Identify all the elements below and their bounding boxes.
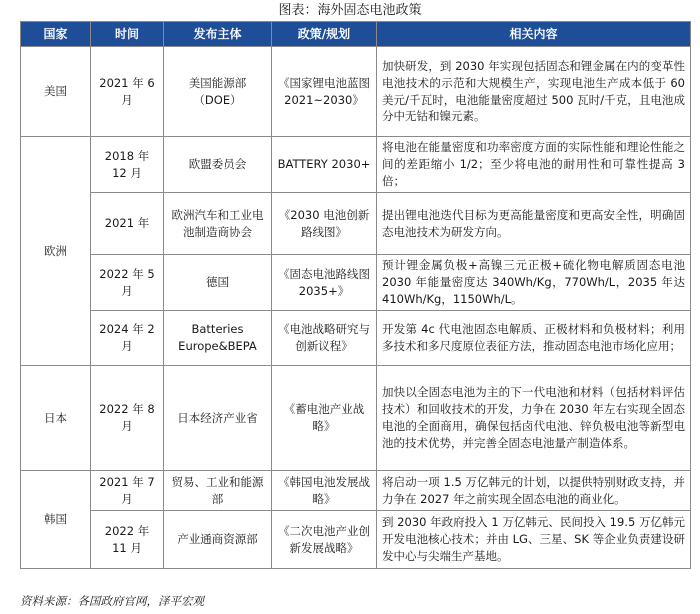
policy-cell: 《电池战略研究与创新议程》 <box>272 311 377 366</box>
issuer-cell: Batteries Europe&BEPA <box>164 311 272 366</box>
table-row <box>21 311 691 366</box>
issuer-cell: 贸易、工业和能源部 <box>164 471 272 511</box>
country-cell: 美国 <box>21 47 91 137</box>
table-row <box>21 471 691 511</box>
issuer-cell: 产业通商资源部 <box>164 511 272 569</box>
time-cell: 2024 年 2 月 <box>91 311 164 366</box>
content-cell: 预计锂金属负极+高镍三元正极+硫化物电解质固态电池 2030 年能量密度达 340Wh/Kg，770Wh/L，2035 年达 410Wh/Kg，1150Wh/L。 <box>377 255 691 311</box>
issuer-cell: 欧盟委员会 <box>164 137 272 193</box>
time-cell: 2021 年 <box>91 193 164 255</box>
time-cell: 2021 年 6 月 <box>91 47 164 137</box>
header-body: 发布主体 <box>164 22 272 47</box>
policy-cell: 《2030 电池创新路线图》 <box>272 193 377 255</box>
time-cell: 2022 年 8 月 <box>91 366 164 471</box>
content-cell: 将电池在能量密度和功率密度方面的实际性能和理论性能之间的差距缩小 1/2；至少将电池的耐用性和可靠性提高 3 倍； <box>377 137 691 193</box>
table-row <box>21 137 691 193</box>
content-cell: 将启动一项 1.5 万亿韩元的计划，以提供特别财政支持，并力争在 2027 年之前实现全固态电池的商业化。 <box>377 471 691 511</box>
content-cell: 加快以全固态电池为主的下一代电池和材料（包括材料评估技术）和回收技术的开发，力争在 2030 年左右实现全固态电池的全面商用，确保包括卤代电池、锌负极电池等新型电池的技术优势，并完善全固态电池量产制造体系。 <box>377 366 691 471</box>
content-cell: 到 2030 年政府投入 1 万亿韩元、民间投入 19.5 万亿韩元开发电池核心技术；并由 LG、三星、SK 等企业负责建设研发中心与尖端生产基地。 <box>377 511 691 569</box>
policy-cell: 《二次电池产业创新发展战略》 <box>272 511 377 569</box>
policy-cell: 《固态电池路线图 2035+》 <box>272 255 377 311</box>
header-time: 时间 <box>91 22 164 47</box>
issuer-cell: 美国能源部（DOE） <box>164 47 272 137</box>
header-content: 相关内容 <box>377 22 691 47</box>
content-cell: 开发第 4c 代电池固态电解质、正极材料和负极材料；利用多技术和多尺度原位表征方法，推动固态电池市场化应用； <box>377 311 691 366</box>
header-policy: 政策/规划 <box>272 22 377 47</box>
country-cell: 欧洲 <box>21 137 91 366</box>
time-cell: 2022 年 11 月 <box>91 511 164 569</box>
header-row <box>21 22 691 47</box>
policy-cell: 《韩国电池发展战略》 <box>272 471 377 511</box>
table-row <box>21 366 691 471</box>
country-cell: 日本 <box>21 366 91 471</box>
table-row <box>21 193 691 255</box>
issuer-cell: 欧洲汽车和工业电池制造商协会 <box>164 193 272 255</box>
policy-cell: 《国家锂电池蓝图 2021~2030》 <box>272 47 377 137</box>
source-note: 资料来源：各国政府官网，泽平宏观 <box>20 594 204 608</box>
policy-cell: 《蓄电池产业战略》 <box>272 366 377 471</box>
content-cell: 提出锂电池迭代目标为更高能量密度和更高安全性，明确固态电池技术为研发方向。 <box>377 193 691 255</box>
table-row <box>21 511 691 569</box>
table-row <box>21 47 691 137</box>
policy-cell: BATTERY 2030+ <box>272 137 377 193</box>
time-cell: 2022 年 5 月 <box>91 255 164 311</box>
table-row <box>21 255 691 311</box>
time-cell: 2018 年 12 月 <box>91 137 164 193</box>
policy-table <box>20 21 691 569</box>
header-country: 国家 <box>21 22 91 47</box>
content-cell: 加快研发，到 2030 年实现包括固态和锂金属在内的变革性电池技术的示范和大规模生产，实现电池生产成本低于 60 美元/千瓦时，电池能量密度超过 500 瓦时/千克，且电池成分中无钴和镍元素。 <box>377 47 691 137</box>
issuer-cell: 日本经济产业省 <box>164 366 272 471</box>
table-title: 图表：海外固态电池政策 <box>278 3 422 18</box>
country-cell: 韩国 <box>21 471 91 569</box>
time-cell: 2021 年 7 月 <box>91 471 164 511</box>
issuer-cell: 德国 <box>164 255 272 311</box>
